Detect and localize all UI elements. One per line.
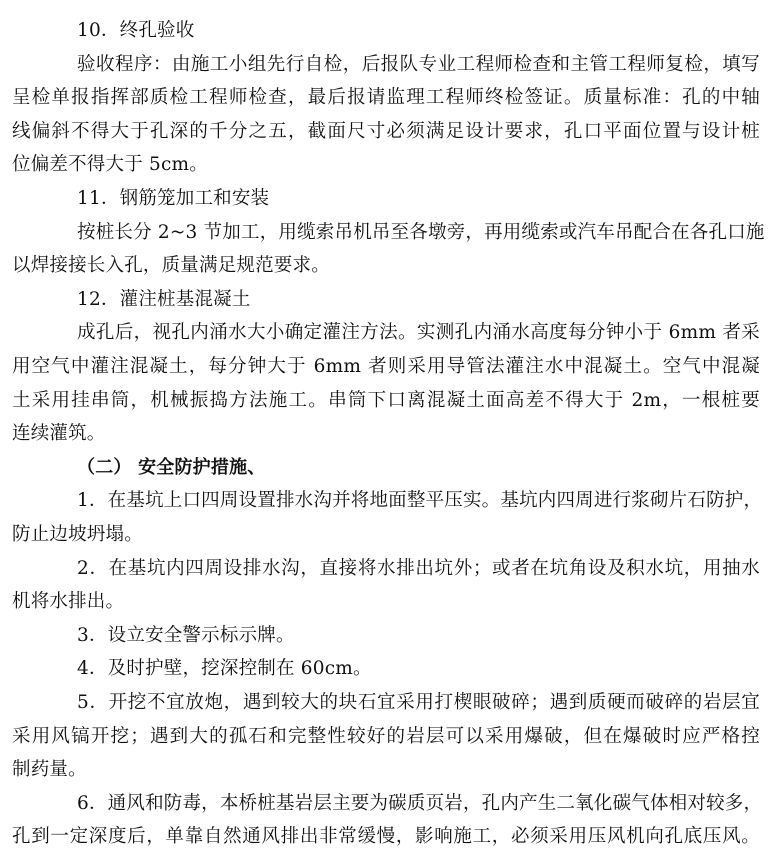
paragraph-line: 成孔后，视孔内涌水大小确定灌注方法。实测孔内涌水高度每分钟小于 6mm 者采	[77, 322, 760, 343]
paragraph-line: 以焊接接长入孔，质量满足规范要求。	[12, 255, 330, 276]
paragraph-line: 制药量。	[12, 759, 87, 780]
paragraph-line: 采用风镐开挖；遇到大的孤石和完整性较好的岩层可以采用爆破，但在爆破时应严格控	[12, 726, 760, 747]
paragraph-line: 1．在基坑上口四周设置排水沟并将地面整平压实。基坑内四周进行浆砌片石防护，	[77, 490, 763, 511]
paragraph-line: 位偏差不得大于 5cm。	[12, 154, 208, 175]
section-10-heading: 10．终孔验收	[77, 20, 195, 41]
paragraph-line: 呈检单报指挥部质检工程师检查，最后报请监理工程师终检签证。质量标准：孔的中轴	[12, 87, 760, 108]
paragraph-line: 2．在基坑内四周设排水沟，直接将水排出坑外；或者在坑角设及积水坑，用抽水	[77, 558, 760, 579]
paragraph-line: 线偏斜不得大于孔深的千分之五，截面尺寸必须满足设计要求，孔口平面位置与设计桩	[12, 121, 760, 142]
paragraph-line: 按桩长分 2~3 节加工，用缆索吊机吊至各墩旁，再用缆索或汽车吊配合在各孔口施	[77, 222, 765, 243]
paragraph-line: 3．设立安全警示标示牌。	[77, 625, 295, 646]
paragraph-line: 5．开挖不宜放炮，遇到较大的块石宜采用打楔眼破碎；遇到质硬而破碎的岩层宜	[77, 692, 760, 713]
section-12-heading: 12．灌注桩基混凝土	[77, 289, 251, 310]
paragraph-line: 孔到一定深度后，单靠自然通风排出非常缓慢，影响施工，必须采用压风机向孔底压风。	[12, 826, 760, 847]
section-11-heading: 11．钢筋笼加工和安装	[77, 188, 270, 209]
paragraph-line: 土采用挂串筒，机械振捣方法施工。串筒下口离混凝土面高差不得大于 2m，一根桩要	[12, 390, 760, 411]
paragraph-line: 用空气中灌注混凝土，每分钟大于 6mm 者则采用导管法灌注水中混凝土。空气中混凝	[12, 356, 760, 377]
paragraph-line: 机将水排出。	[12, 591, 125, 612]
paragraph-line: 防止边坡坍塌。	[12, 524, 143, 545]
paragraph-line: 验收程序：由施工小组先行自检，后报队专业工程师检查和主管工程师复检，填写	[77, 54, 760, 75]
paragraph-line: 6．通风和防毒，本桥桩基岩层主要为碳质页岩，孔内产生二氧化碳气体相对较多，	[77, 793, 763, 814]
paragraph-line: 连续灌筑。	[12, 423, 106, 444]
safety-measures-heading: （二） 安全防护措施、	[77, 457, 266, 478]
paragraph-line: 4．及时护壁，挖深控制在 60cm。	[77, 658, 372, 679]
